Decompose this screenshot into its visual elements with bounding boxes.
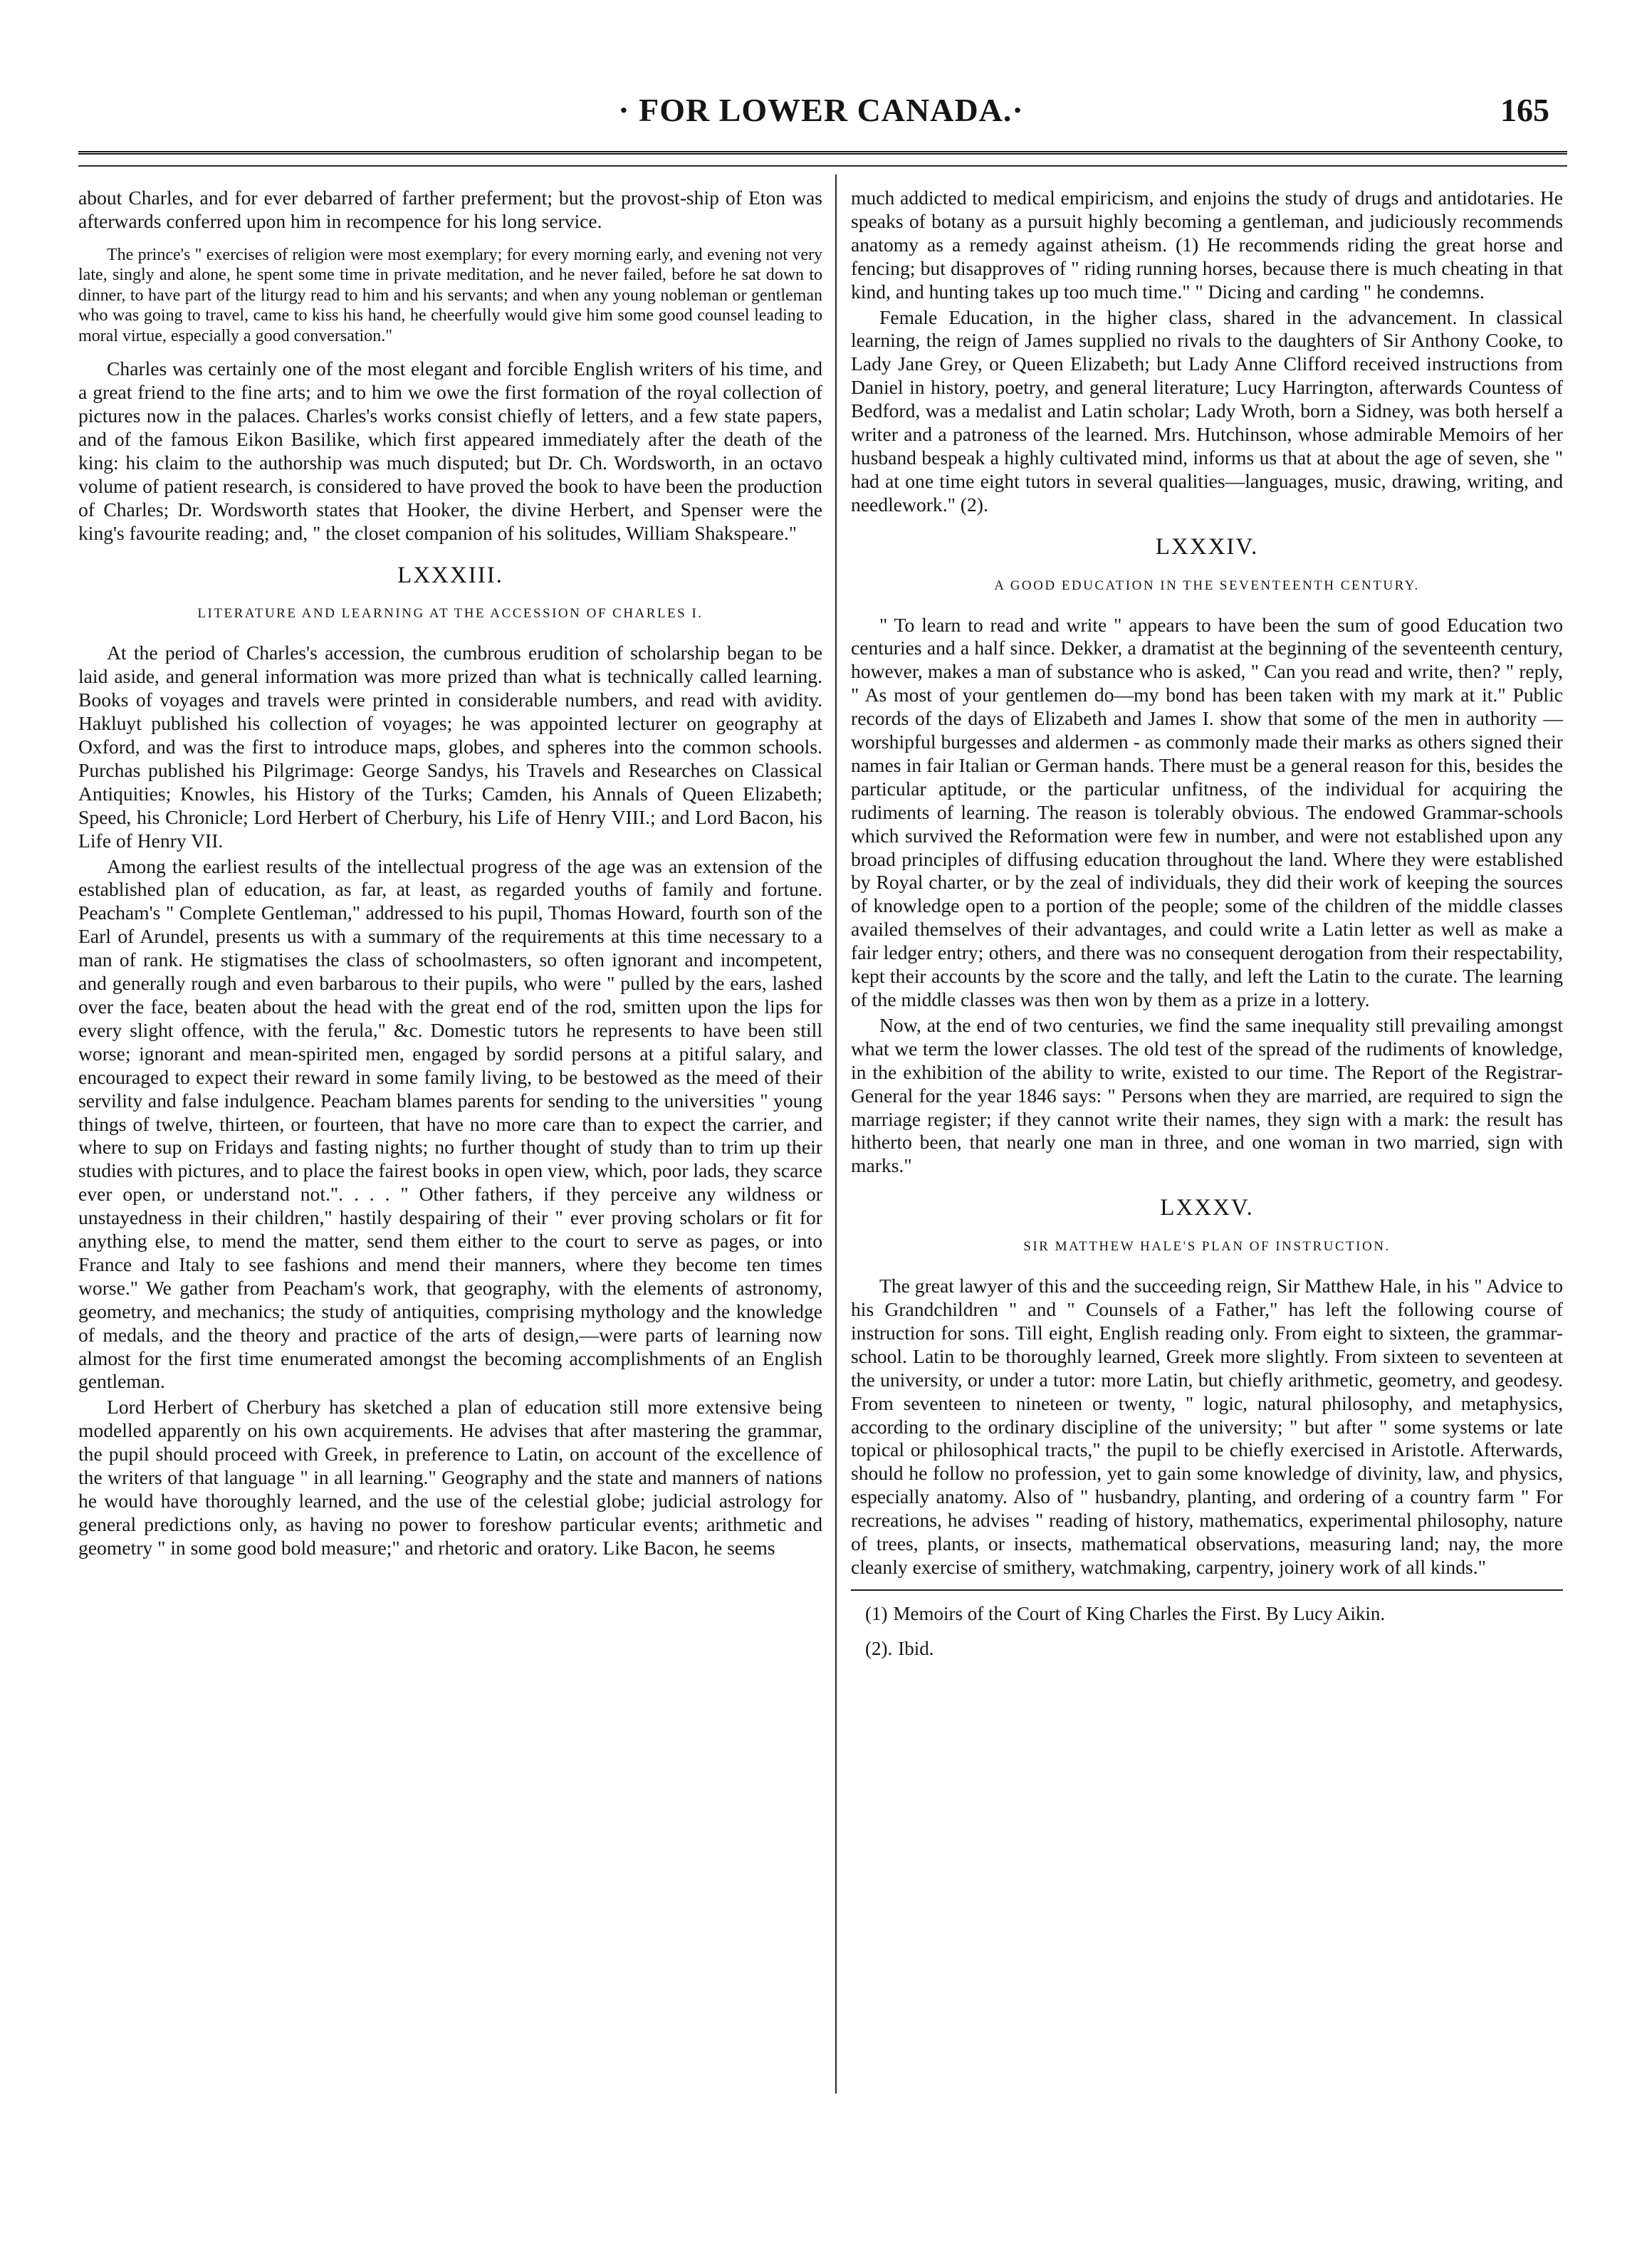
paragraph: Among the earliest results of the intellectual progress of the age was an extension of the established plan of education, as far, at least, as regarded youths of family and fortune. Peacham's " Complete Gentleman," addressed to his pupil, Thomas Howard, fourth son of the Earl of Arundel, presents us with a summary of the requirements at this time necessary to a man of rank. He stigmatises the class of schoolmasters, so often ignorant and incompetent, and generally rough and even barbarous to their pupils, who were " pulled by the ears, lashed over the face, beaten about the head with the great end of the rod, smitten upon the lips for every slight offence, with the ferula," &c. Domestic tutors he represents to have been still worse; ignorant and mean-spirited men, engaged by sordid persons at a pitiful salary, and encouraged to expect their reward in some family living, to be bestowed as the meed of their servility and false indulgence. Peacham blames parents for sending to the universities " young things of twelve, thirteen, or fourteen, that have no more care than to expect the carrier, and where to sup on Fridays and fasting nights; no further thought of study than to trim up their studies with pictures, and to place the fairest books in open view, which, poor lads, they scarce ever open, or understand not.". . . . " Other fathers, if they perceive any wildness or unstayedness in their children," hastily despairing of their " ever proving scholars or fit for anything else, to mend the matter, send them either to the court to serve as pages, or into France and Italy to see fashions and mend their manners, where they become ten times worse." We gather from Peacham's work, that geography, with the elements of astronomy, geometry, and mechanics; the study of antiquities, comprising mythology and the knowledge of medals, and the theory and practice of the arts of design,—were parts of learning now almost for the first time enumerated amongst the becoming accomplishments of an English gentleman. [78,855,822,1393]
paragraph: The great lawyer of this and the succeeding reign, Sir Matthew Hale, in his " Advice to his Grandchildren " and " Counsels of a Father," has left the following course of instruction for sons. Till eight, English reading only. From eight to sixteen, the grammar-school. Latin to be thoroughly learned, Greek more slightly. From sixteen to seventeen at the university, or under a tutor: more Latin, but chiefly arithmetic, geometry, and geodesy. From seventeen to nineteen or twenty, " logic, natural philosophy, and metaphysics, according to the ordinary discipline of the university; " but after " some systems or late topical or philosophical tracts," the pupil to be chiefly exercised in Aristotle. Afterwards, should he follow no profession, yet to gain some knowledge of divinity, law, and physics, especially anatomy. Also of " husbandry, planting, and ordering of a country farm " For recreations, he advises " reading of history, mathematics, experimental philosophy, nature of trees, plants, or insects, mathematical observations, measuring land; nay, the more cleanly exercise of smithery, watchmaking, carpentry, joinery work of all kinds." [851,1275,1563,1578]
footnote-mark: (1) [865,1602,888,1624]
section-number: LXXXIV. [1155,533,1259,560]
section-title: A GOOD EDUCATION IN THE SEVENTEENTH CENTURY. [994,578,1420,593]
section-title: SIR MATTHEW HALE'S PLAN OF INSTRUCTION. [1023,1239,1391,1255]
footnote-text: Ibid. [898,1637,934,1659]
paragraph: much addicted to medical empiricism, and enjoins the study of drugs and antidotaries. He speaks of botany as a pursuit highly becoming a gentleman, and judiciously recommends anatomy as a remedy against atheism. (1) He recommends riding the great horse and fencing; but disapproves of " riding running horses, because there is much cheating in that kind, and hunting takes up too much time." " Dicing and carding " he condemns. [851,187,1563,303]
running-title: · FOR LOWER CANADA.· [618,92,1024,128]
paragraph: Lord Herbert of Cherbury has sketched a plan of education still more extensive being modelled apparently on his own acquirements. He advises that after mastering the grammar, the pupil should proceed with Greek, in preference to Latin, on account of the excellence of the writers of that language " in all learning." Geography and the state and manners of nations he would have thoroughly learned, and the use of the celestial globe; judicial astrology for general predictions only, as having no power to foreshow particular events; arithmetic and geometry " in some good bold measure;" and rhetoric and oratory. Like Bacon, he seems [78,1396,822,1559]
running-head [93,91,1549,135]
paragraph: At the period of Charles's accession, the cumbrous erudition of scholarship began to be laid aside, and general information was more prized than what is technically called learning. Books of voyages and travels were printed in considerable numbers, and read with avidity. Hakluyt published his collection of voyages; he was appointed lecturer on geography at Oxford, and was the first to introduce maps, globes, and spheres into the common schools. Purchas published his Pilgrimage: George Sandys, his Travels and Researches on Classical Antiquities; Knowles, his History of the Turks; Camden, his Annals of Queen Elizabeth; Speed, his Chronicle; Lord Herbert of Cherbury, his Life of Henry VIII.; and Lord Bacon, his Life of Henry VII. [78,642,822,852]
right-column [851,187,1563,1672]
column-divider [835,174,837,2094]
section-number: LXXXIII. [397,562,503,588]
section-number: LXXXV. [1160,1195,1254,1221]
header-rule-thin [78,165,1567,167]
footnote-text: Memoirs of the Court of King Charles the First. By Lucy Aikin. [893,1602,1386,1624]
block-quote: The prince's " exercises of religion were most exemplary; for every morning early, and evening not very late, singly and alone, he spent some time in private meditation, and he never failed, before he sat down to dinner, to have part of the liturgy read to him and his servants; and when any young nobleman or gentleman who was going to travel, came to kiss his hand, he cheerfully would give him some good counsel leading to moral virtue, especially a good conversation." [78,245,822,345]
paragraph: Now, at the end of two centuries, we find the same inequality still prevailing amongst what we term the lower classes. The old test of the spread of the rudiments of knowledge, in the exhibition of the ability to write, existed to our time. The Report of the Registrar-General for the year 1846 says: " Persons when they are married, are required to sign the marriage register; if they cannot write their names, they sign with a mark: the result has hitherto been, that nearly one man in three, and one woman in two married, sign with marks." [851,1013,1563,1177]
footnote [865,1602,1563,1626]
paragraph: about Charles, and for ever debarred of farther preferment; but the provost-ship of Eton was afterwards conferred upon him in recompence for his long service. [78,187,822,232]
left-column [78,187,822,1562]
paragraph: Female Education, in the higher class, shared in the advancement. In classical learning, the reign of James supplied no rivals to the daughters of Sir Anthony Cooke, to Lady Jane Grey, or Queen Elizabeth; but Lady Anne Clifford received instructions from Daniel in history, poetry, and general literature; Lucy Harrington, afterwards Countess of Bedford, was a medalist and Latin scholar; Lady Wroth, born a Sidney, was both herself a writer and a patroness of the learned. Mrs. Hutchinson, whose admirable Memoirs of her husband bespeak a highly cultivated mind, informs us that at about the age of seven, she " had at one time eight tutors in several qualities—languages, music, drawing, writing, and needlework." (2). [851,305,1563,516]
header-rule [78,151,1567,159]
footnote-mark: (2). [865,1637,893,1659]
section-title: LITERATURE AND LEARNING AT THE ACCESSION OF CHARLES I. [197,606,704,622]
page-number: 165 [1500,92,1549,128]
footnote-rule [851,1589,1563,1591]
paragraph: Charles was certainly one of the most elegant and forcible English writers of his time, and a great friend to the fine arts; and to him we owe the first formation of the royal collection of pictures now in the palaces. Charles's works consist chiefly of letters, and a few state papers, and of the famous Eikon Basilike, which first appeared immediately after the death of the king: his claim to the authorship was much disputed; but Dr. Ch. Wordsworth, in an octavo volume of patient research, is considered to have proved the book to have been the production of Charles; Dr. Wordsworth states that Hooker, the divine Herbert, and Spenser were the king's favourite reading; and, " the closet companion of his solitudes, William Shakspeare." [78,357,822,544]
footnote [865,1637,1563,1661]
paragraph: " To learn to read and write " appears to have been the sum of good Education two centuries and a half since. Dekker, a dramatist at the beginning of the seventeenth century, however, makes a man of substance who is asked, " Can you read and write, then? " reply, " As most of your gentlemen do—my bond has been taken with my mark at it." Public records of the days of Elizabeth and James I. show that some of the men in authority — worshipful burgesses and aldermen - as commonly made their marks as others signed their names in fair Italian or German hands. There must be a general reason for this, besides the particular aptitude, or the particular unfitness, of the individual for acquiring the rudiments of learning. The reason is tolerably obvious. The endowed Grammar-schools which survived the Reformation were few in number, and were not established upon any broad principles of diffusing education throughout the land. Where they were established by Royal charter, or by the zeal of individuals, they did their work of keeping the sources of knowledge open to a portion of the people; some of the children of the middle classes availed themselves of their advantages, and could write a Latin letter as well as make a fair ledger entry; others, and there was no consequent derogation from their respectability, kept their accounts by the score and the tally, and left the Latin to the curate. The learning of the middle classes was then won by them as a prize in a lottery. [851,613,1563,1010]
